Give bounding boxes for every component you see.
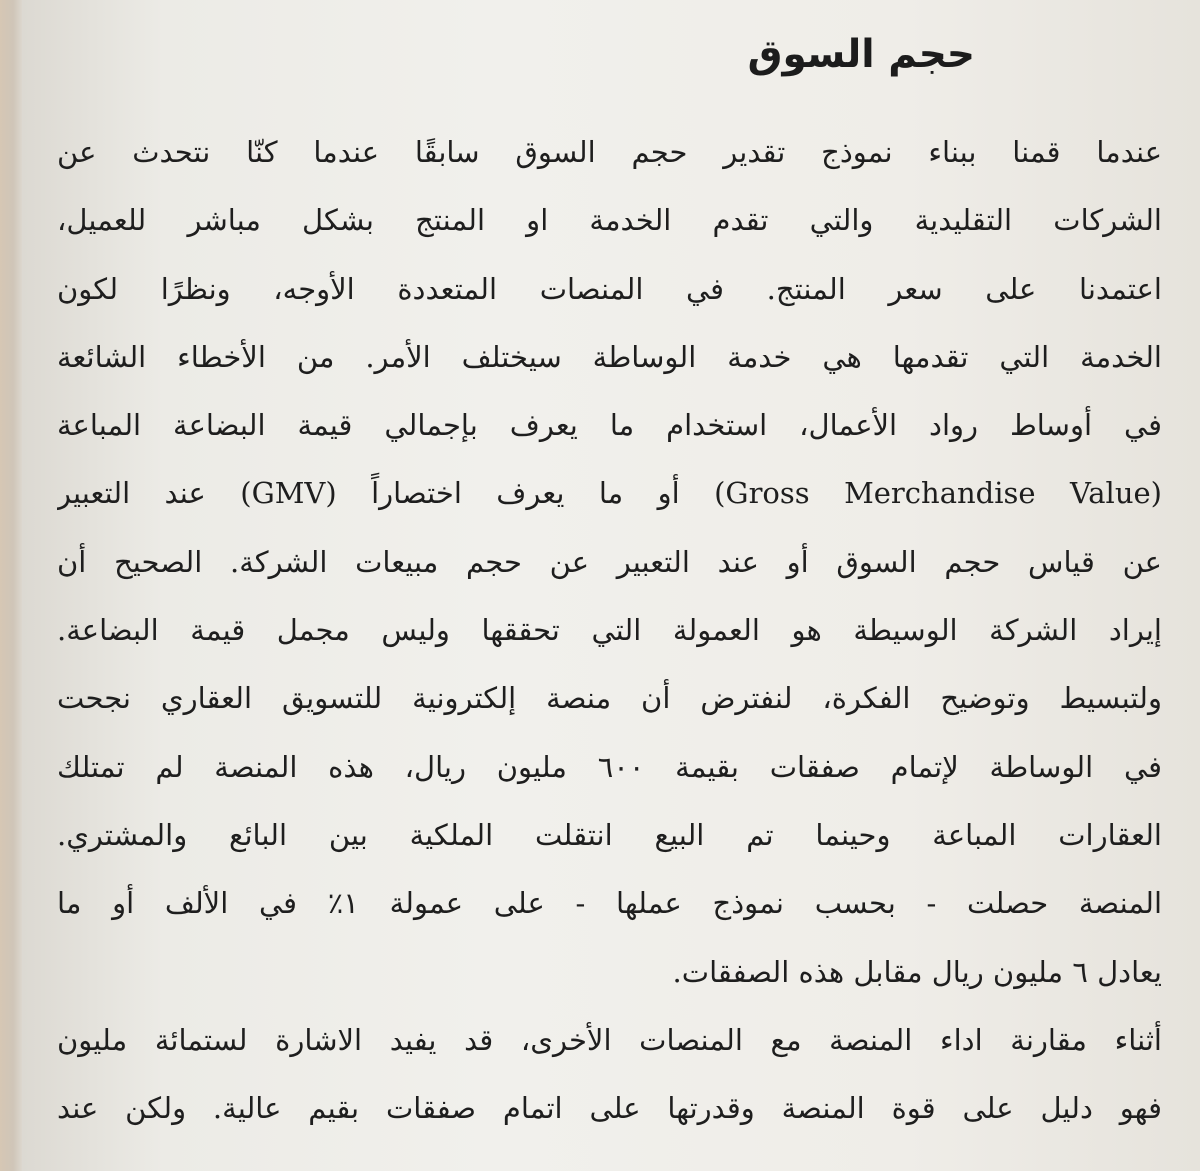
text-line: يعادل ٦ مليون ريال مقابل هذه الصفقات. xyxy=(672,954,1162,989)
text-line: العقارات المباعة وحينما تم البيع انتقلت الملكية بين البائع والمشتري. xyxy=(57,817,1162,852)
book-gutter xyxy=(0,0,22,1171)
text-line: (Gross Merchandise Value) أو ما يعرف اختصاراً (GMV) عند التعبير xyxy=(57,476,1162,511)
text-line: أثناء مقارنة اداء المنصة مع المنصات الأخرى، قد يفيد الاشارة لستمائة مليون xyxy=(57,1022,1162,1057)
text-line: في أوساط رواد الأعمال، استخدام ما يعرف بإجمالي قيمة البضاعة المباعة xyxy=(57,408,1162,443)
text-line: ولتبسيط وتوضيح الفكرة، لنفترض أن منصة إلكترونية للتسويق العقاري نجحت xyxy=(57,681,1162,716)
text-line: فهو دليل على قوة المنصة وقدرتها على اتمام صفقات بقيم عالية. ولكن عند xyxy=(57,1091,1162,1126)
text-line: عن قياس حجم السوق أو عند التعبير عن حجم مبيعات الشركة. الصحيح أن xyxy=(57,544,1162,579)
text-line: إيراد الشركة الوسيطة هو العمولة التي تحققها وليس مجمل قيمة البضاعة. xyxy=(57,613,1162,648)
text-line: الشركات التقليدية والتي تقدم الخدمة او المنتج بشكل مباشر للعميل، xyxy=(57,203,1162,238)
text-line: الخدمة التي تقدمها هي خدمة الوساطة سيختلف الأمر. من الأخطاء الشائعة xyxy=(57,339,1162,374)
text-line: عندما قمنا ببناء نموذج تقدير حجم السوق سابقًا عندما كنّا نتحدث عن xyxy=(57,135,1162,169)
section-heading: حجم السوق xyxy=(747,32,975,77)
text-line: المنصة حصلت - بحسب نموذج عملها - على عمولة ١٪ في الألف أو ما xyxy=(57,886,1162,921)
body-paragraphs xyxy=(57,118,1162,1142)
text-line: في الوساطة لإتمام صفقات بقيمة ٦٠٠ مليون ريال، هذه المنصة لم تمتلك xyxy=(57,749,1162,784)
text-line: اعتمدنا على سعر المنتج. في المنصات المتعددة الأوجه، ونظرًا لكون xyxy=(57,271,1162,306)
